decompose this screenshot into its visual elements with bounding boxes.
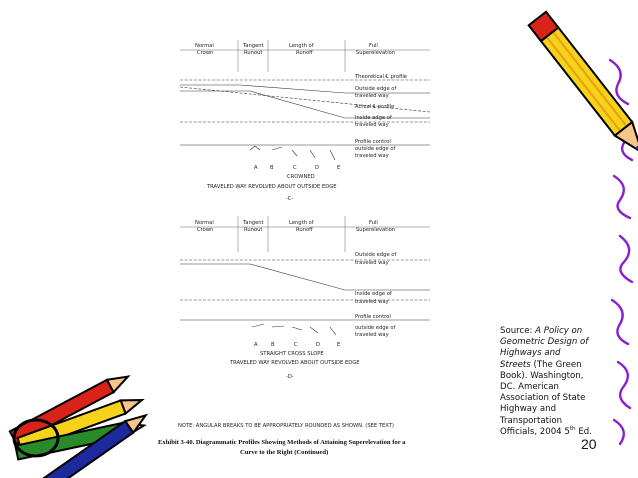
source-citation — [500, 326, 592, 438]
panel-d-label-6: traveled way — [355, 332, 389, 338]
panel-c-label-6: Profile control — [355, 139, 391, 145]
panel-c-station-c: C — [293, 165, 297, 171]
panel-d-full: Full — [369, 220, 378, 226]
panel-c-label-4: Inside edge of — [355, 115, 392, 121]
panel-c-station-a: A — [254, 165, 258, 171]
crayons-bundle-icon — [0, 368, 164, 478]
panel-d-crown: Crown — [197, 227, 214, 233]
panel-c-normal: Normal — [195, 43, 214, 49]
panel-c-length-of: Length of — [289, 43, 314, 49]
source-prefix: Source: — [500, 326, 536, 336]
panel-c-label-5: traveled way — [355, 122, 389, 128]
panel-c-label-7: outside edge of — [355, 146, 396, 152]
panel-d-label-1: traveled way — [355, 260, 389, 266]
page-number: 20 — [581, 436, 597, 452]
panel-c-station-e: E — [337, 165, 341, 171]
exhibit-title-line2: Curve to the Right (Continued) — [240, 449, 329, 456]
panel-d-station-e: E — [337, 342, 341, 348]
panel-c-station-b: B — [270, 165, 274, 171]
panel-d-caption-1: STRAIGHT CROSS SLOPE — [260, 351, 324, 357]
panel-c-runoff: Runoff — [296, 50, 313, 56]
panel-c-superelevation: Superelevation — [356, 50, 396, 56]
panel-d-station-b: B — [271, 342, 275, 348]
panel-d-label-2: Inside edge of — [355, 291, 392, 297]
source-title: A Policy on Geometric Design of Highways and Streets — [500, 326, 589, 370]
panel-c-label-3: Actual ℄ profile — [355, 104, 395, 110]
panel-d-label-4: Profile control — [355, 314, 391, 320]
panel-d-superelevation: Superelevation — [356, 227, 396, 233]
panel-d-normal: Normal — [195, 220, 214, 226]
panel-c-runout: Runout — [244, 50, 263, 56]
panel-c-tangent: Tangent — [243, 43, 264, 49]
source-suffix: Ed. — [575, 426, 592, 437]
panel-d-runout: Runout — [244, 227, 263, 233]
panel-c-caption-2: TRAVELED WAY REVOLVED ABOUT OUTSIDE EDGE — [207, 184, 337, 190]
panel-d-station-d: D — [316, 342, 320, 348]
panel-c-station-d: D — [315, 165, 319, 171]
panel-d-caption-2: TRAVELED WAY REVOLVED ABOUT OUTSIDE EDGE — [230, 360, 360, 366]
panel-c-label-1: Outside edge of — [355, 86, 397, 92]
panel-d-label-5: outside edge of — [355, 325, 396, 331]
panel-c-full: Full — [369, 43, 378, 49]
panel-c-label-2: traveled way — [355, 93, 389, 99]
panel-d-letter: -D- — [286, 374, 294, 380]
panel-c-crown: Crown — [197, 50, 214, 56]
panel-d-station-a: A — [254, 342, 258, 348]
panel-d — [180, 216, 430, 380]
panel-c-caption-1: CROWNED — [287, 174, 315, 180]
panel-c-letter: -C- — [286, 196, 294, 202]
panel-d-label-0: Outside edge of — [355, 252, 397, 258]
source-sup: th — [569, 425, 576, 432]
panel-c-label-8: traveled way — [355, 153, 389, 159]
pencil-icon — [524, 6, 638, 176]
diagram-note: NOTE: ANGULAR BREAKS TO BE APPROPRIATELY ROUNDED AS SHOWN. (SEE TEXT) — [178, 423, 394, 429]
panel-c — [180, 40, 430, 202]
panel-c-label-0: Theoretical ℄ profile — [355, 74, 407, 80]
source-details: (The Green Book). Washington, DC. American Association of State Highway and Transportation Officials, 2004 5 — [500, 359, 586, 437]
panel-d-station-c: C — [294, 342, 298, 348]
panel-d-tangent: Tangent — [243, 220, 264, 226]
panel-d-runoff: Runoff — [296, 227, 313, 233]
panel-d-length-of: Length of — [289, 220, 314, 226]
panel-d-label-3: traveled way — [355, 299, 389, 305]
exhibit-title-line1: Exhibit 3-40. Diagrammatic Profiles Showing Methods of Attaining Superelevation for a — [158, 439, 406, 446]
